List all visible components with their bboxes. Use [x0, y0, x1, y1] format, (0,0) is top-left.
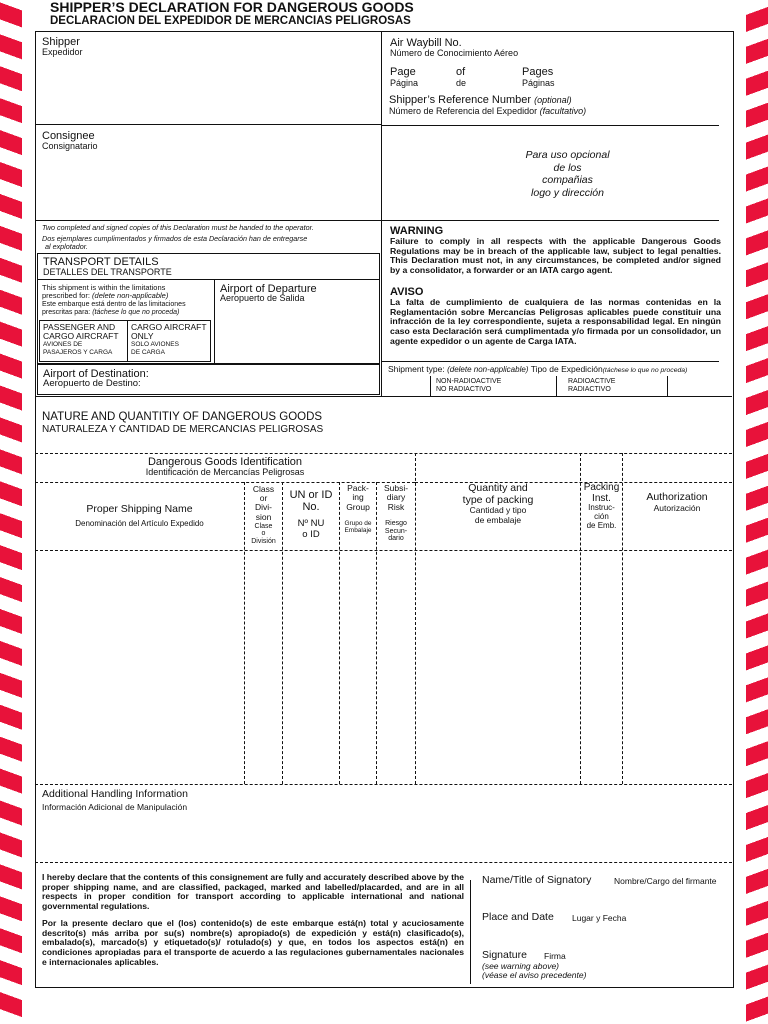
subsidiary-risk-header: Subsi- diary Risk Riesgo Secun- dario: [383, 483, 409, 543]
limitations-text-1: This shipment is within the limitations: [42, 283, 166, 292]
destination-label-es: Aeropuerto de Destino:: [43, 378, 141, 389]
page-label: Page: [390, 66, 416, 78]
departure-label: Airport of Departure: [220, 283, 317, 295]
form-subtitle: DECLARACION DEL EXPEDIDOR DE MERCANCIAS PELIGROSAS: [50, 15, 411, 27]
dg-identification-header: Dangerous Goods Identification Identificación de Mercancías Peligrosas: [145, 456, 305, 478]
copies-note-es-2: al explotador.: [45, 242, 88, 251]
limitations-text-3: Este embarque está dentro de las limitaciones: [42, 301, 186, 308]
non-radioactive-option[interactable]: NON-RADIOACTIVE NO RADIACTIVO: [436, 378, 502, 393]
place-date-label-es: Lugar y Fecha: [572, 913, 627, 923]
nature-title: NATURE AND QUANTITIY OF DANGEROUS GOODS: [42, 411, 323, 423]
page-label-es: Página: [390, 78, 419, 88]
form-title: SHIPPER’S DECLARATION FOR DANGEROUS GOODS: [50, 0, 414, 15]
aviso-text: La falta de cumplimiento de cualquiera de las normas contenidas en la Reglamentación sobre Mercancías Peligrosas aplicables puede constituir una infracción de la ley correspondiente, sujeta a responsabilidad legal. En ningún caso esta Declaración será cumplimentada y/o firmada por un consolidador, un agente expedidor o un agente de Carga IATA.: [390, 297, 721, 346]
aviso-title: AVISO: [390, 286, 424, 298]
authorization-header: Authorization Autorización: [646, 491, 708, 513]
proper-shipping-name-header: Proper Shipping Name Denominación del Artículo Expedido: [75, 503, 204, 528]
shipper-label: Shipper: [42, 36, 80, 48]
un-id-number-header: UN or ID No. Nº NU o ID: [289, 489, 333, 540]
radioactive-option[interactable]: RADIOACTIVE RADIACTIVO: [568, 378, 616, 393]
place-date-label: Place and Date: [482, 911, 554, 923]
shipper-field[interactable]: [36, 32, 380, 124]
dangerous-goods-entry-area[interactable]: [36, 551, 731, 783]
signature-label: Signature: [482, 949, 527, 961]
limitations-text-4: prescritas para: (táchese lo que no proceda): [42, 309, 180, 316]
of-label: of: [456, 66, 466, 78]
destination-label: Airport of Destination:: [43, 368, 149, 380]
handling-label: Additional Handling Information: [42, 788, 188, 800]
transport-title-es: DETALLES DEL TRANSPORTE: [43, 267, 172, 277]
signature-label-es: Firma: [544, 951, 566, 961]
consignee-label-es: Consignatario: [42, 141, 98, 151]
transport-title: TRANSPORT DETAILS: [43, 256, 159, 268]
consignee-label: Consignee: [42, 130, 95, 142]
declaration-text-es: Por la presente declaro que el (los) contenido(s) de este embarque está(n) total y acuciosamente descrito(s) más arriba por su(s) nombre(s) apropiado(s) de expedición y está(n) clasificado(s), embalado(s), marcado(s) y etiquetado(s)/ rotulado(s) y que, en todos los aspectos está(n) en condiciones apropiadas para el transporte de acuerdo a las regulaciones gubernamentales nacionales e internacionales aplicables.: [42, 918, 464, 967]
pages-label-es: Páginas: [522, 78, 555, 88]
see-warning-note-es: (véase el aviso precedente): [482, 970, 587, 980]
departure-label-es: Aeropuerto de Salida: [220, 293, 305, 303]
copies-note: Two completed and signed copies of this Declaration must be handed to the operator.: [42, 223, 314, 232]
packing-group-header: Pack- ing Group Grupo de Embalaje: [344, 483, 372, 535]
reference-label: Shipper’s Reference Number (optional): [389, 94, 572, 106]
packing-instruction-header: Packing Inst. Instruc- ción de Emb.: [583, 482, 620, 530]
see-warning-note: (see warning above): [482, 961, 560, 971]
nature-title-es: NATURALEZA Y CANTIDAD DE MERCANCIAS PELIGROSAS: [42, 424, 324, 435]
signatory-name-label: Name/Title of Signatory: [482, 874, 592, 886]
quantity-type-packing-header: Quantity and type of packing Cantidad y tipo de embalaje: [462, 482, 534, 525]
page-count-field[interactable]: [383, 64, 730, 90]
reference-label-es: Número de Referencia del Expedidor (facultativo): [389, 106, 587, 116]
left-hazard-stripe: [0, 0, 22, 1024]
handling-label-es: Información Adicional de Manipulación: [42, 802, 188, 812]
class-division-header: Class or Divi- sion Clase o División: [251, 484, 276, 545]
awb-label: Air Waybill No.: [390, 37, 462, 49]
cargo-aircraft-only-option[interactable]: CARGO AIRCRAFT ONLY SOLO AVIONES DE CARGA: [131, 322, 207, 356]
declaration-text: I hereby declare that the contents of this consignement are fully and accurately described above by the proper shipping name, and are classified, packaged, marked and labelled/placarded, and are in all respects in proper condition for transport according to applicable international and national governmental regulations.: [42, 872, 464, 912]
signatory-name-label-es: Nombre/Cargo del firmante: [614, 876, 717, 886]
optional-logo-area: Para uso opcional de los compañias logo y dirección: [525, 149, 610, 199]
pages-label: Pages: [522, 66, 554, 78]
of-label-es: de: [456, 78, 467, 88]
shipment-type-label: Shipment type: (delete non-applicable) Tipo de Expedición(táchese lo que no proceda): [388, 364, 688, 374]
warning-text: Failure to comply in all respects with the applicable Dangerous Goods Regulations may be in breach of the applicable law, subject to legal penalties. This Declaration must not, in any circumstances, be completed and/or signed by a consolidator, a forwarder or an IATA cargo agent.: [390, 236, 721, 276]
shipper-label-es: Expedidor: [42, 47, 83, 57]
passenger-and-cargo-option[interactable]: PASSENGER AND CARGO AIRCRAFT AVIONES DE PASAJEROS Y CARGA: [43, 322, 119, 356]
limitations-text-2: prescribed for: (delete non-applicable): [42, 291, 169, 300]
awb-label-es: Número de Conocimiento Aéreo: [390, 48, 519, 58]
warning-title: WARNING: [390, 225, 444, 237]
copies-note-es-1: Dos ejemplares cumplimentados y firmados de esta Declaración han de entregarse: [42, 234, 308, 243]
right-hazard-stripe: [746, 0, 768, 1024]
